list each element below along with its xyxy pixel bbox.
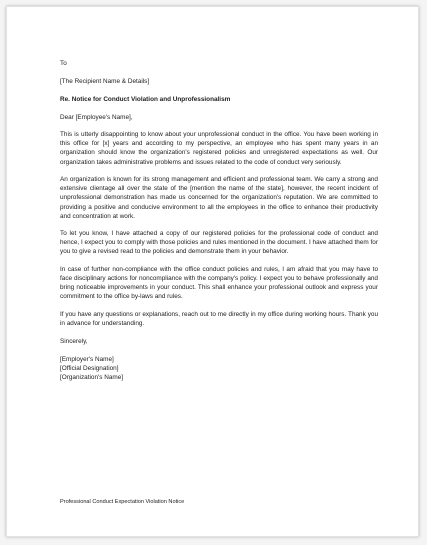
paragraph-3: To let you know, I have attached a copy of our registered policies for the professional code of conduct and hence, I expect you to comply with those policies and rules mentioned in the document. I have attached them for you to give a revised read to the policies and demonstrate them in your behavior. [60, 230, 378, 256]
to-line: To [60, 60, 67, 67]
paragraph-2: An organization is known for its strong management and efficient and professional team. We carry a strong and extensive clientage all over the state of the [mention the name of the state], however, the recent incident of unprofessional demonstration has made us concerned for the organization's reputation. We are committed to providing a positive and conducive environment to all the employees in the office to enhance their productivity and concentration at work. [60, 176, 378, 220]
signature-designation: [Official Designation] [60, 365, 119, 373]
signature-organization: [Organization's Name] [60, 374, 124, 382]
page-footer: Professional Conduct Expectation Violation Notice [60, 499, 185, 505]
letter-body [60, 59, 378, 391]
paragraph-4: In case of further non-compliance with the office conduct policies and rules, I am afraid that you may have to face disciplinary actions for noncompliance with the company's policy. I expect you to behave professionally and bring noticeable improvements in your conduct. This shall enhance your professional outlook and express your commitment to the office by-laws and rules. [60, 266, 378, 301]
subject-line: Re. Notice for Conduct Violation and Unprofessionalism [60, 95, 231, 103]
recipient-line: [The Recipient Name & Details] [60, 77, 150, 85]
signature-name: [Employer's Name] [60, 356, 114, 364]
signature-block [60, 355, 378, 382]
document-page [6, 6, 419, 537]
paragraph-1: This is utterly disappointing to know about your unprofessional conduct in the office. You have been working in this office for [x] years and according to my perspective, an employee who has spent many years in an organization should know the organization's registered policies and unregistered expectations as well. Our organization takes administrative problems and issues related to the code of conduct very seriously. [60, 131, 378, 166]
closing: Sincerely, [60, 338, 88, 346]
salutation: Dear [Employee's Name], [60, 113, 133, 121]
paragraph-5: If you have any questions or explanations, reach out to me directly in my office during working hours. Thank you in advance for understanding. [60, 311, 378, 328]
